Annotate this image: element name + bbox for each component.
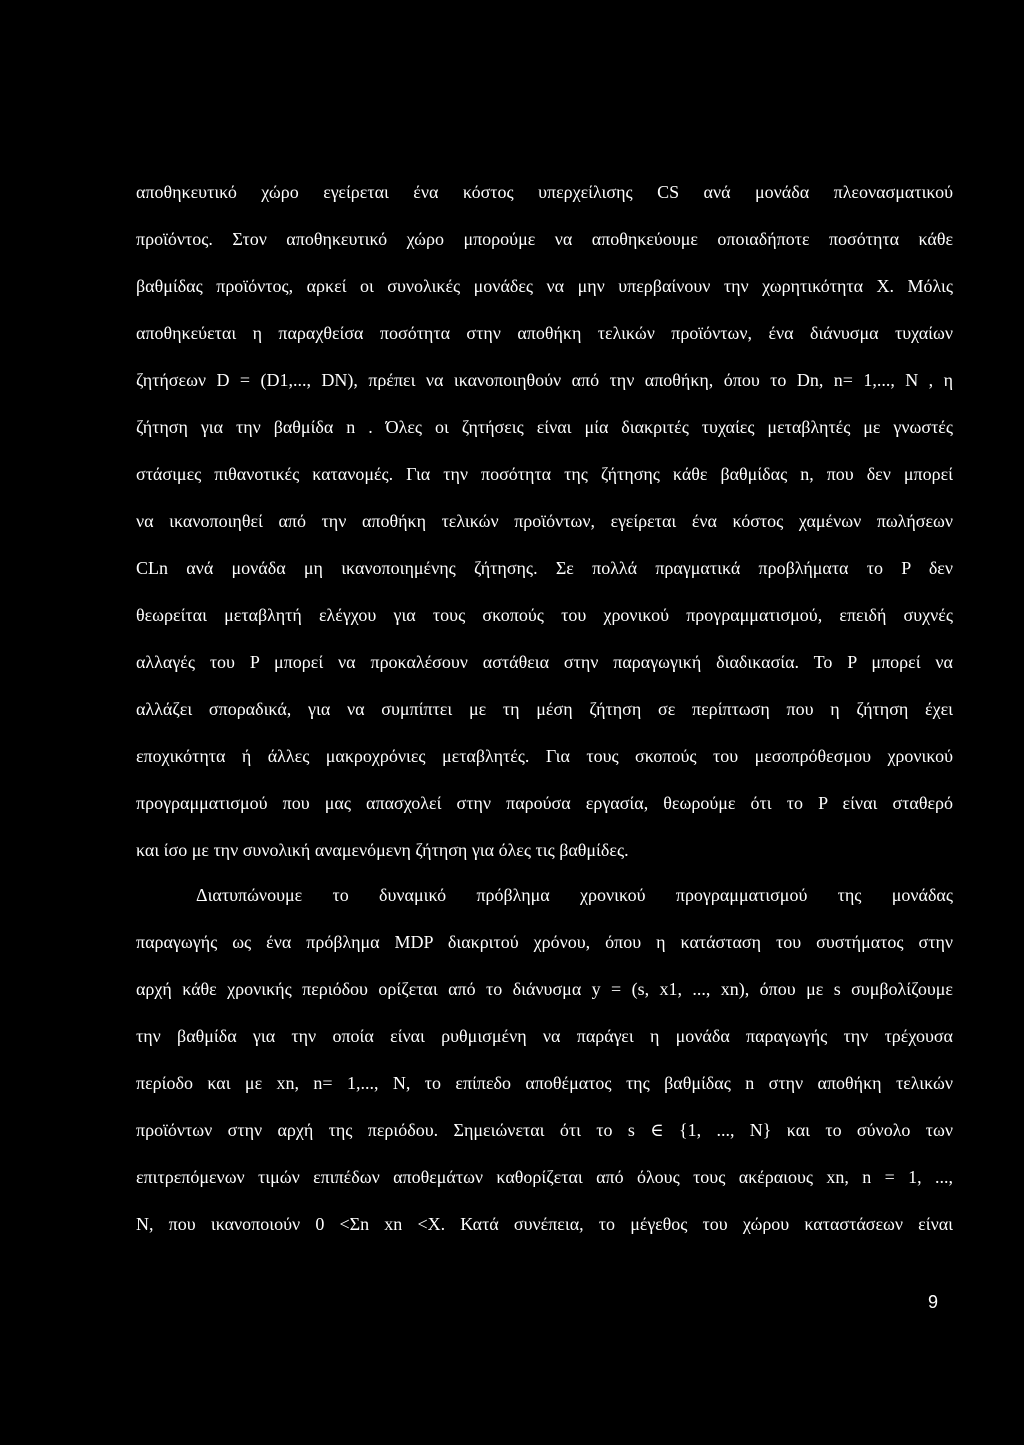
text-line: την βαθμίδα για την οποία είναι ρυθμισμένη να παράγει η μονάδα παραγωγής την τρέχουσα	[136, 1026, 953, 1046]
text-line: προϊόντος. Στον αποθηκευτικό χώρο μπορούμε να αποθηκεύουμε οποιαδήποτε ποσότητα κάθε	[136, 229, 953, 249]
text-line: επιτρεπόμενων τιμών επιπέδων αποθεμάτων καθορίζεται από όλους τους ακέραιους xn, n = 1, ...,	[136, 1167, 953, 1187]
text-line: N, που ικανοποιούν 0 <Σn xn <X. Κατά συνέπεια, το μέγεθος του χώρου καταστάσεων είναι	[136, 1214, 953, 1234]
text-line: αλλάζει σποραδικά, για να συμπίπτει με τη μέση ζήτηση σε περίπτωση που η ζήτηση έχει	[136, 699, 953, 719]
text-line: αποθηκευτικό χώρο εγείρεται ένα κόστος υπερχείλισης CS ανά μονάδα πλεονασματικού	[136, 182, 953, 202]
text-line: ζήτηση για την βαθμίδα n . Όλες οι ζητήσεις είναι μία διακριτές τυχαίες μεταβλητές με γνωστές	[136, 417, 953, 437]
text-line: CLn ανά μονάδα μη ικανοποιημένης ζήτησης. Σε πολλά πραγματικά προβλήματα το P δεν	[136, 558, 953, 578]
text-line: αποθηκεύεται η παραχθείσα ποσότητα στην αποθήκη τελικών προϊόντων, ένα διάνυσμα τυχαίων	[136, 323, 953, 343]
text-line: ζητήσεων D = (D1,..., DN), πρέπει να ικανοποιηθούν από την αποθήκη, όπου το Dn, n= 1,..., N , η	[136, 370, 953, 390]
text-line: και ίσο με την συνολική αναμενόμενη ζήτηση για όλες τις βαθμίδες.	[136, 840, 629, 860]
text-line: αρχή κάθε χρονικής περιόδου ορίζεται από το διάνυσμα y = (s, x1, ..., xn), όπου με s συμβολίζουμε	[136, 979, 953, 999]
text-line: περίοδο και με xn, n= 1,..., N, το επίπεδο αποθέματος της βαθμίδας n στην αποθήκη τελικών	[136, 1073, 953, 1093]
text-line: Διατυπώνουμε το δυναμικό πρόβλημα χρονικού προγραμματισμού της μονάδας	[196, 885, 953, 905]
text-line: παραγωγής ως ένα πρόβλημα MDP διακριτού χρόνου, όπου η κατάσταση του συστήματος στην	[136, 932, 953, 952]
text-line: προγραμματισμού που μας απασχολεί στην παρούσα εργασία, θεωρούμε ότι το P είναι σταθερό	[136, 793, 953, 813]
text-line: στάσιμες πιθανοτικές κατανομές. Για την ποσότητα της ζήτησης κάθε βαθμίδας n, που δεν μπορεί	[136, 464, 953, 484]
text-line: εποχικότητα ή άλλες μακροχρόνιες μεταβλητές. Για τους σκοπούς του μεσοπρόθεσμου χρονικού	[136, 746, 953, 766]
text-line: αλλαγές του P μπορεί να προκαλέσουν αστάθεια στην παραγωγική διαδικασία. Το P μπορεί να	[136, 652, 953, 672]
text-line: βαθμίδας προϊόντος, αρκεί οι συνολικές μονάδες να μην υπερβαίνουν την χωρητικότητα X. Μόλις	[136, 276, 953, 296]
text-line: να ικανοποιηθεί από την αποθήκη τελικών προϊόντων, εγείρεται ένα κόστος χαμένων πωλήσεων	[136, 511, 953, 531]
text-line: θεωρείται μεταβλητή ελέγχου για τους σκοπούς του χρονικού προγραμματισμού, επειδή συχνές	[136, 605, 953, 625]
text-line: προϊόντων στην αρχή της περιόδου. Σημειώνεται ότι το s ∈ {1, ..., N} και το σύνολο των	[136, 1120, 953, 1140]
page-number: 9	[927, 1292, 938, 1312]
